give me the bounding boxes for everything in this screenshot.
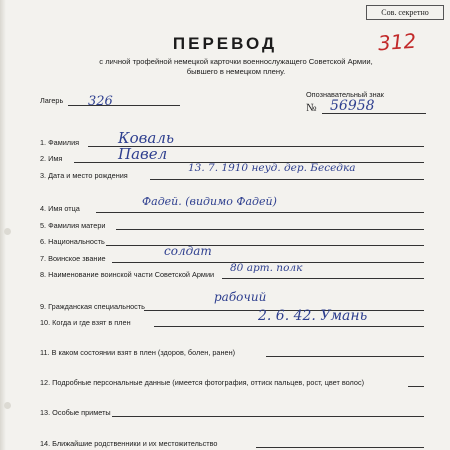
subtitle-line: бывшего в немецком плену.	[186, 67, 286, 76]
field-line	[154, 326, 424, 327]
field-value-name: Павел	[118, 145, 168, 163]
field-label-surname: 1. Фамилия	[40, 138, 80, 147]
document-title: ПЕРЕВОД	[172, 34, 278, 53]
field-label-captured: 10. Когда и где взят в плен	[40, 318, 131, 327]
field-line	[222, 278, 424, 279]
field-label-mother: 5. Фамилия матери	[40, 221, 106, 230]
field-value-birth: 13. 7. 1910 неуд. дер. Беседка	[188, 162, 356, 174]
field-label-father: 4. Имя отца	[40, 204, 80, 213]
punch-hole	[4, 402, 11, 409]
field-label-name: 2. Имя	[40, 154, 63, 163]
field-value-profession: рабочий	[214, 290, 267, 304]
field-line	[408, 386, 424, 387]
handwritten-number: 312	[377, 28, 417, 56]
camp-label: Лагерь	[40, 96, 64, 105]
field-line	[116, 229, 424, 230]
field-label-profession: 9. Гражданская специальность	[40, 302, 145, 311]
field-label-nationality: 6. Национальность	[40, 237, 105, 246]
field-line	[96, 212, 424, 213]
field-line	[266, 356, 424, 357]
field-label-personal-data: 12. Подробные персональные данные (имеется фотография, оттиск пальцев, рост, цвет волос)	[40, 378, 365, 387]
field-value-unit: 80 арт. полк	[230, 262, 303, 274]
camp-value: 326	[88, 94, 113, 109]
camp-line	[68, 105, 180, 106]
page-edge-shadow	[0, 0, 6, 450]
subtitle-line: с личной трофейной немецкой карточки военнослужащего Советской Армии,	[99, 57, 373, 66]
field-line	[112, 416, 424, 417]
field-label-birth: 3. Дата и место рождения	[40, 171, 128, 180]
field-value-father: Фадей. (видимо Фадей)	[142, 195, 277, 208]
tag-number-prefix: №	[306, 102, 317, 114]
field-label-relatives: 14. Ближайшие родственники и их местожительство	[40, 439, 218, 448]
document-subtitle	[40, 57, 432, 77]
punch-hole	[4, 228, 11, 235]
field-line	[256, 447, 424, 448]
field-label-condition: 11. В каком состоянии взят в плен (здоров, болен, ранен)	[40, 348, 236, 357]
field-line	[106, 245, 424, 246]
tag-value: 56958	[330, 98, 375, 114]
field-label-marks: 13. Особые приметы	[40, 408, 111, 417]
field-label-rank: 7. Воинское звание	[40, 254, 106, 263]
secret-stamp: Сов. секретно	[366, 5, 444, 20]
field-value-surname: Коваль	[118, 129, 175, 147]
field-label-unit: 8. Наименование воинской части Советской Армии	[40, 270, 215, 279]
field-line	[150, 179, 424, 180]
field-value-captured: 2. 6. 42. Умань	[258, 308, 368, 324]
field-value-rank: солдат	[164, 244, 212, 258]
tag-label: Опознавательный знак	[306, 90, 384, 99]
